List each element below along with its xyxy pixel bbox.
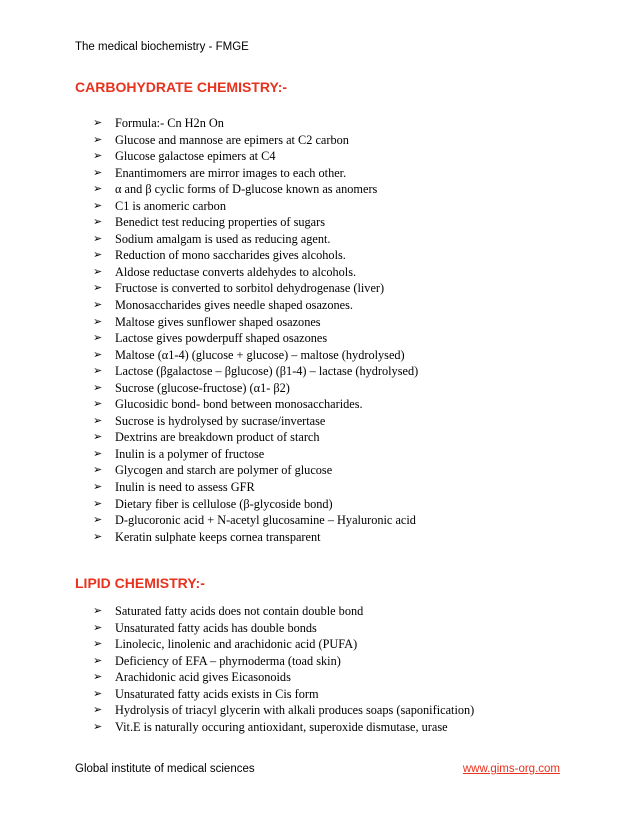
- list-item-text: Lactose gives powderpuff shaped osazones: [115, 331, 328, 346]
- list-item: [93, 669, 474, 686]
- arrow-bullet-icon: ➢: [93, 446, 103, 460]
- list-item: [93, 148, 418, 165]
- list-item-text: Glycogen and starch are polymer of glucose: [115, 463, 333, 478]
- list-item: [93, 363, 418, 380]
- arrow-bullet-icon: ➢: [93, 604, 103, 617]
- page-header-title: The medical biochemistry - FMGE: [75, 41, 249, 53]
- arrow-bullet-icon: ➢: [93, 670, 103, 684]
- list-item: [93, 132, 418, 149]
- arrow-bullet-icon: ➢: [93, 198, 103, 212]
- list-item: [93, 702, 474, 719]
- list-item-text: Hydrolysis of triacyl glycerin with alkali produces soaps (saponification): [115, 703, 475, 718]
- carbohydrate-section-heading: CARBOHYDRATE CHEMISTRY:-: [75, 79, 288, 95]
- list-item: [93, 181, 418, 198]
- list-item: [93, 297, 418, 314]
- list-item-text: Maltose gives sunflower shaped osazones: [115, 314, 321, 329]
- arrow-bullet-icon: ➢: [93, 413, 103, 427]
- list-item: [93, 512, 418, 529]
- list-item: [93, 380, 418, 397]
- carbohydrate-list: [93, 115, 418, 545]
- list-item-text: Arachidonic acid gives Eicasonoids: [115, 670, 291, 685]
- list-item: [93, 165, 418, 182]
- list-item: [93, 446, 418, 463]
- list-item: [93, 247, 418, 264]
- arrow-bullet-icon: ➢: [93, 513, 103, 527]
- list-item-text: D-glucoronic acid + N-acetyl glucosamine – Hyaluronic acid: [115, 513, 416, 528]
- list-item-text: Sucrose is hydrolysed by sucrase/invertase: [115, 413, 326, 428]
- list-item-text: Benedict test reducing properties of sugars: [115, 215, 326, 230]
- list-item: [93, 479, 418, 496]
- arrow-bullet-icon: ➢: [93, 215, 103, 229]
- list-item: [93, 413, 418, 430]
- list-item-text: Sucrose (glucose-fructose) (α1- β2): [115, 380, 290, 395]
- list-item-text: Unsaturated fatty acids has double bonds: [115, 620, 317, 635]
- list-item: [93, 462, 418, 479]
- arrow-bullet-icon: ➢: [93, 620, 103, 634]
- arrow-bullet-icon: ➢: [93, 686, 103, 700]
- arrow-bullet-icon: ➢: [93, 380, 103, 394]
- arrow-bullet-icon: ➢: [93, 149, 103, 163]
- arrow-bullet-icon: ➢: [93, 637, 103, 651]
- list-item-text: Vit.E is naturally occuring antioxidant, superoxide dismutase, urase: [115, 719, 448, 734]
- arrow-bullet-icon: ➢: [93, 248, 103, 262]
- list-item-text: Reduction of mono saccharides gives alcohols.: [115, 248, 346, 263]
- list-item: [93, 719, 474, 736]
- footer-website-link[interactable]: www.gims-org.com: [462, 763, 560, 775]
- list-item-text: Inulin is need to assess GFR: [115, 480, 255, 495]
- arrow-bullet-icon: ➢: [93, 719, 103, 733]
- list-item: [93, 653, 474, 670]
- list-item-text: Fructose is converted to sorbitol dehydrogenase (liver): [115, 281, 385, 296]
- arrow-bullet-icon: ➢: [93, 314, 103, 328]
- list-item-text: Deficiency of EFA – phyrnoderma (toad skin): [115, 653, 341, 668]
- list-item-text: Linolecic, linolenic and arachidonic acid (PUFA): [115, 637, 358, 652]
- footer-institute: Global institute of medical sciences: [75, 763, 255, 775]
- arrow-bullet-icon: ➢: [93, 480, 103, 494]
- list-item-text: Formula:- Cn H2n On: [115, 116, 224, 130]
- list-item: [93, 636, 474, 653]
- arrow-bullet-icon: ➢: [93, 331, 103, 345]
- list-item: [93, 347, 418, 364]
- arrow-bullet-icon: ➢: [93, 347, 103, 361]
- list-item-text: Saturated fatty acids does not contain double bond: [115, 604, 364, 618]
- list-item-text: Glucose galactose epimers at C4: [115, 149, 276, 164]
- list-item-text: Dietary fiber is cellulose (β-glycoside bond): [115, 496, 333, 511]
- list-item: [93, 231, 418, 248]
- arrow-bullet-icon: ➢: [93, 463, 103, 477]
- arrow-bullet-icon: ➢: [93, 430, 103, 444]
- list-item: [93, 280, 418, 297]
- arrow-bullet-icon: ➢: [93, 182, 103, 196]
- arrow-bullet-icon: ➢: [93, 116, 103, 129]
- list-item-text: Inulin is a polymer of fructose: [115, 446, 265, 461]
- list-item-text: Glucose and mannose are epimers at C2 carbon: [115, 132, 349, 147]
- arrow-bullet-icon: ➢: [93, 165, 103, 179]
- list-item: [93, 314, 418, 331]
- arrow-bullet-icon: ➢: [93, 529, 103, 543]
- arrow-bullet-icon: ➢: [93, 397, 103, 411]
- list-item-text: Monosaccharides gives needle shaped osazones.: [115, 298, 353, 313]
- list-item: [93, 115, 418, 132]
- list-item: [93, 264, 418, 281]
- list-item: [93, 330, 418, 347]
- arrow-bullet-icon: ➢: [93, 231, 103, 245]
- arrow-bullet-icon: ➢: [93, 264, 103, 278]
- list-item: [93, 198, 418, 215]
- lipid-list: [93, 603, 474, 735]
- list-item-text: α and β cyclic forms of D-glucose known as anomers: [115, 182, 378, 197]
- list-item-text: Lactose (βgalactose – βglucose) (β1-4) – lactase (hydrolysed): [115, 364, 419, 379]
- list-item: [93, 496, 418, 513]
- list-item: [93, 529, 418, 546]
- list-item-text: Keratin sulphate keeps cornea transparent: [115, 529, 321, 544]
- list-item-text: Sodium amalgam is used as reducing agent.: [115, 231, 331, 246]
- lipid-section-heading: LIPID CHEMISTRY:-: [75, 575, 205, 591]
- list-item-text: Dextrins are breakdown product of starch: [115, 430, 320, 445]
- list-item-text: Glucosidic bond- bond between monosaccharides.: [115, 397, 363, 412]
- list-item-text: C1 is anomeric carbon: [115, 198, 226, 213]
- arrow-bullet-icon: ➢: [93, 653, 103, 667]
- list-item-text: Maltose (α1-4) (glucose + glucose) – maltose (hydrolysed): [115, 347, 405, 362]
- arrow-bullet-icon: ➢: [93, 281, 103, 295]
- list-item: [93, 214, 418, 231]
- arrow-bullet-icon: ➢: [93, 703, 103, 717]
- list-item: [93, 603, 474, 620]
- arrow-bullet-icon: ➢: [93, 298, 103, 312]
- list-item-text: Aldose reductase converts aldehydes to alcohols.: [115, 264, 357, 279]
- list-item: [93, 620, 474, 637]
- list-item-text: Enantimomers are mirror images to each other.: [115, 165, 347, 180]
- list-item: [93, 396, 418, 413]
- arrow-bullet-icon: ➢: [93, 364, 103, 378]
- arrow-bullet-icon: ➢: [93, 132, 103, 146]
- arrow-bullet-icon: ➢: [93, 496, 103, 510]
- list-item: [93, 429, 418, 446]
- list-item: [93, 686, 474, 703]
- list-item-text: Unsaturated fatty acids exists in Cis form: [115, 686, 319, 701]
